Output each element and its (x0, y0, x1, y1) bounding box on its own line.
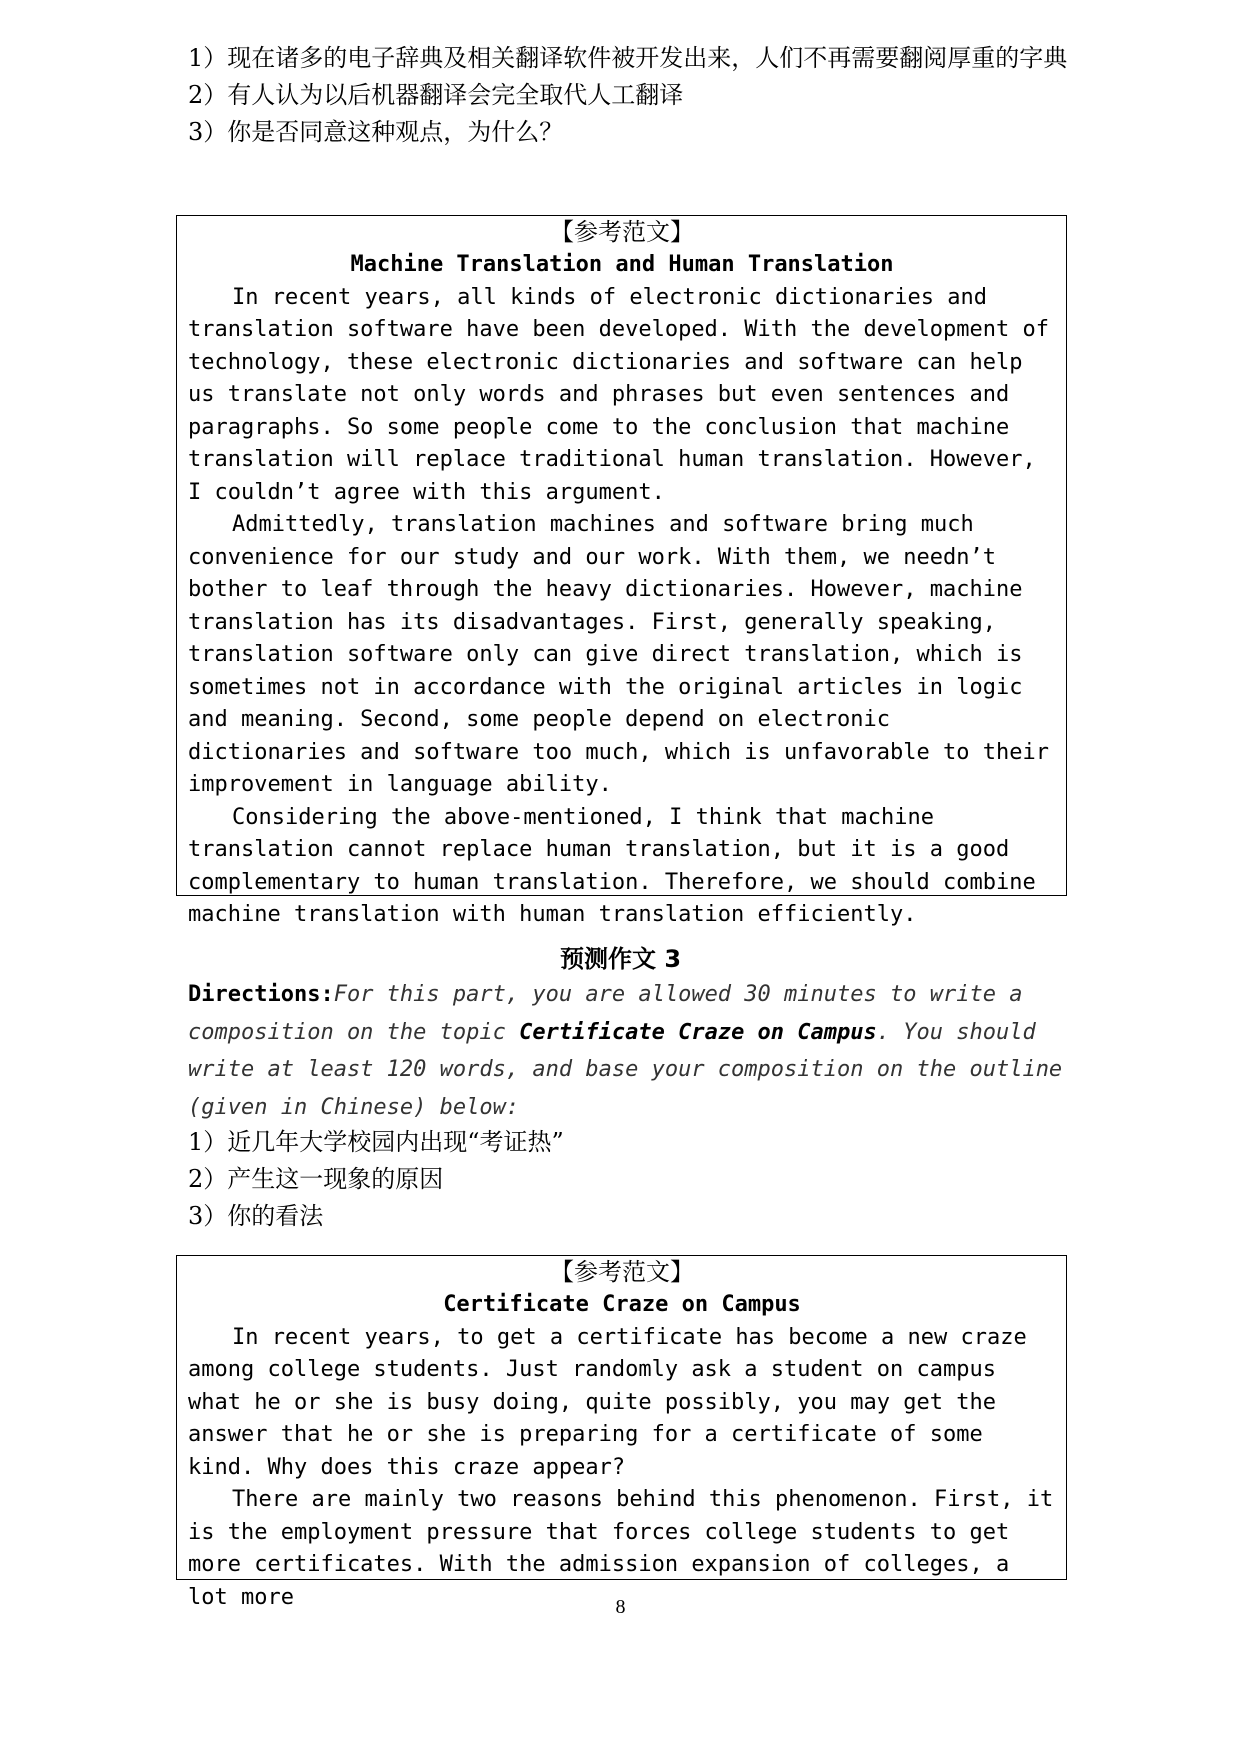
outline-item: 1）近几年大学校园内出现“考证热” (188, 1128, 564, 1156)
directions-label: Directions: (188, 982, 334, 1007)
essay-paragraph: There are mainly two reasons behind this phenomenon. First, it is the employment pressure that forces college students to get more certificates. With the admission expansion of colleges, a lot more (188, 1487, 1054, 1610)
directions-topic: Certificate Craze on Campus (519, 1019, 877, 1045)
sample-essay-body (188, 1322, 1056, 1615)
outline-list-2 (188, 1124, 1068, 1235)
directions-text-after: . You should write at least 120 words, and base your composition on the outline (given in Chinese) below: (188, 1019, 1063, 1120)
sample-essay-title: Machine Translation and Human Translation (350, 252, 894, 277)
directions-paragraph (188, 976, 1068, 1126)
section-heading: 预测作文 3 (559, 945, 682, 973)
outline-item: 2）产生这一现象的原因 (188, 1165, 444, 1193)
directions-text-before: For this part, you are allowed 30 minutes to write a composition on the topic (188, 982, 1023, 1045)
sample-essay-tag: 【参考范文】 (550, 218, 694, 246)
essay-paragraph: Admittedly, translation machines and software bring much convenience for our study and our work. With them, we needn’t bother to leaf through the heavy dictionaries. However, machine translation has its disadvantages. First, generally speaking, translation software only can give direct translation, which is sometimes not in accordance with the original articles in logic and meaning. Second, some people depend on electronic dictionaries and software too much, which is unfavorable to their improvement in language ability. (188, 512, 1049, 797)
essay-paragraph: In recent years, all kinds of electronic dictionaries and translation software have been developed. With the development of technology, these electronic dictionaries and software can help us translate not only words and phrases but even sentences and paragraphs. So some people come to the conclusion that machine translation will replace traditional human translation. However, I couldn’t agree with this argument. (188, 284, 1049, 505)
sample-essay-box-2 (176, 1255, 1067, 1610)
sample-essay-tag: 【参考范文】 (550, 1258, 694, 1286)
outline-item: 3）你的看法 (188, 1202, 324, 1230)
sample-essay-body (188, 282, 1056, 932)
outline-list-1 (188, 40, 1068, 151)
outline-item: 2）有人认为以后机器翻译会完全取代人工翻译 (188, 81, 684, 109)
page-number: 8 (615, 1596, 626, 1618)
outline-item: 1）现在诸多的电子辞典及相关翻译软件被开发出来，人们不再需要翻阅厚重的字典 (188, 44, 1068, 72)
outline-item: 3）你是否同意这种观点，为什么？ (188, 118, 564, 146)
sample-essay-title: Certificate Craze on Campus (443, 1292, 801, 1317)
sample-essay-box-1 (176, 215, 1067, 927)
essay-paragraph: In recent years, to get a certificate has become a new craze among college students. Just randomly ask a student on campus what he or she is busy doing, quite possibly, you may get the answer that he or she is preparing for a certificate of some kind. Why does this craze appear? (188, 1324, 1027, 1480)
essay-paragraph: Considering the above-mentioned, I think that machine translation cannot replace human translation, but it is a good complementary to human translation. Therefore, we should combine machine translation with human translation efficiently. (188, 804, 1036, 927)
